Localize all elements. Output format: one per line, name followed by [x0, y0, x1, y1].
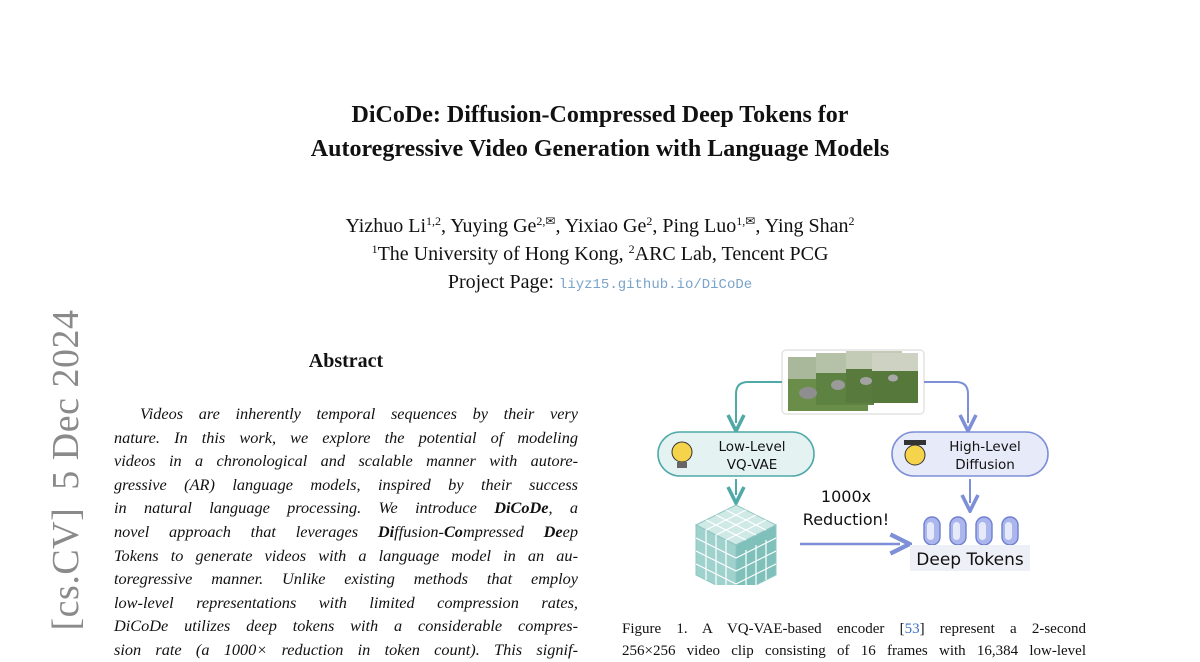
project-page-link[interactable]: liyz15.github.io/DiCoDe [558, 277, 753, 293]
author-line: Yizhuo Li$^{1,2}$, Yuying $Ge^{2,✉}$, Yixiao Ge$^2$, Ping Luo$^{1,✉}$, Ying Shan$^2$ [345, 214, 855, 237]
author-affiliation: 2 [848, 214, 855, 228]
affiliation-marker: 2 [628, 242, 635, 256]
arxiv-stamp [44, 301, 88, 640]
abstract-line: low-level representations with limited compression rates, [114, 592, 578, 612]
affiliation-line [0, 240, 1200, 268]
author-affiliation: 1,✉ [736, 214, 756, 228]
method-name: DiCoDe [494, 498, 549, 518]
figure-1-diagram [640, 345, 1060, 585]
abstract-text: ep [562, 521, 578, 541]
lightbulb-icon [672, 442, 692, 462]
arxiv-category: [cs.CV] [45, 507, 87, 631]
abstract-line: nature. In this work, we explore the potential of modeling [114, 427, 578, 447]
acronym-letters: Co [443, 521, 463, 541]
graduation-hat [904, 440, 926, 445]
abstract-line: DiCoDe utilizes deep tokens with a considerable compres- [114, 616, 578, 636]
author-name: Ping Luo [662, 215, 737, 237]
abstract-line [114, 520, 578, 544]
paper-title [0, 98, 1200, 166]
author-name: Yizhuo Li [345, 215, 427, 237]
reduction-label: Reduction! [802, 510, 890, 529]
abstract-text: in natural language processing. We introduce [114, 498, 495, 518]
abstract-line: toregressive manner. Unlike existing methods that employ [114, 569, 578, 589]
diffusion-label-bottom: Diffusion [955, 457, 1015, 473]
abstract-text: , a [548, 498, 578, 518]
abstract-line: Tokens to generate videos with a language model in an au- [114, 545, 578, 565]
video-clip-image [782, 350, 924, 414]
abstract-heading: Abstract [308, 350, 384, 372]
reduction-factor: 1000x [820, 487, 872, 506]
abstract-line: Videos are inherently temporal sequences by their very [140, 404, 578, 423]
bulb-with-hat-icon [905, 445, 925, 465]
abstract-body [114, 402, 578, 662]
abstract-text: mpressed [462, 521, 544, 541]
affiliation-marker: 1 [371, 242, 378, 256]
caption-line [622, 618, 1086, 640]
affiliation-hku: The University of Hong Kong, [377, 243, 624, 265]
author-name: Ying Shan [764, 215, 849, 237]
token-cube-icon [696, 505, 776, 585]
abstract-line: videos in a chronological and scalable manner with autore- [114, 451, 578, 471]
caption-text: Figure 1. A VQ-VAE-based encoder [ [622, 621, 905, 637]
author-affiliation: 2 [646, 214, 653, 228]
citation-link[interactable]: 53 [904, 621, 920, 637]
caption-text: ] represent a 2-second [919, 621, 1086, 637]
arrow-to-vqvae [736, 382, 782, 423]
abstract-text: novel approach that leverages [114, 521, 378, 541]
arxiv-date: 5 Dec 2024 [45, 309, 87, 490]
abstract-line: gressive (AR) language models, inspired by their success [114, 474, 578, 494]
caption-line: 256×256 video clip consisting of 16 frames with 16,384 low-level [622, 643, 1086, 659]
abstract-line [114, 496, 578, 520]
author-affiliation: 2,✉ [536, 214, 556, 228]
acronym-letters: De [543, 521, 563, 541]
abstract-text: ffusion- [394, 521, 444, 541]
deep-tokens-group [910, 517, 1030, 571]
title-line-2: Autoregressive Video Generation with Language Models [310, 136, 890, 162]
arrow-to-diffusion [924, 382, 968, 423]
deep-tokens-label: Deep Tokens [916, 550, 1024, 570]
author-block [0, 212, 1200, 299]
figure-caption [622, 618, 1086, 662]
author-name: Yixiao Ge [564, 215, 647, 237]
vqvae-label-top: Low-Level [718, 439, 786, 455]
author-name: Yuying Ge [450, 215, 537, 237]
diffusion-label-top: High-Level [949, 439, 1021, 455]
acronym-letters: Di [377, 521, 395, 541]
vqvae-label-bottom: VQ-VAE [726, 457, 778, 473]
vqvae-box [658, 432, 814, 476]
abstract-line: sion rate (a 1000× reduction in token count). This signif- [114, 639, 578, 659]
lightbulb-base [677, 462, 687, 468]
diffusion-box [892, 432, 1048, 476]
project-page-label: Project Page: [447, 271, 554, 293]
affiliation-arc: ARC Lab, Tencent PCG [634, 243, 829, 265]
project-page-line [0, 268, 1200, 299]
title-line-1: DiCoDe: Diffusion-Compressed Deep Tokens for [351, 102, 849, 128]
author-affiliation: 1,2 [426, 214, 442, 228]
